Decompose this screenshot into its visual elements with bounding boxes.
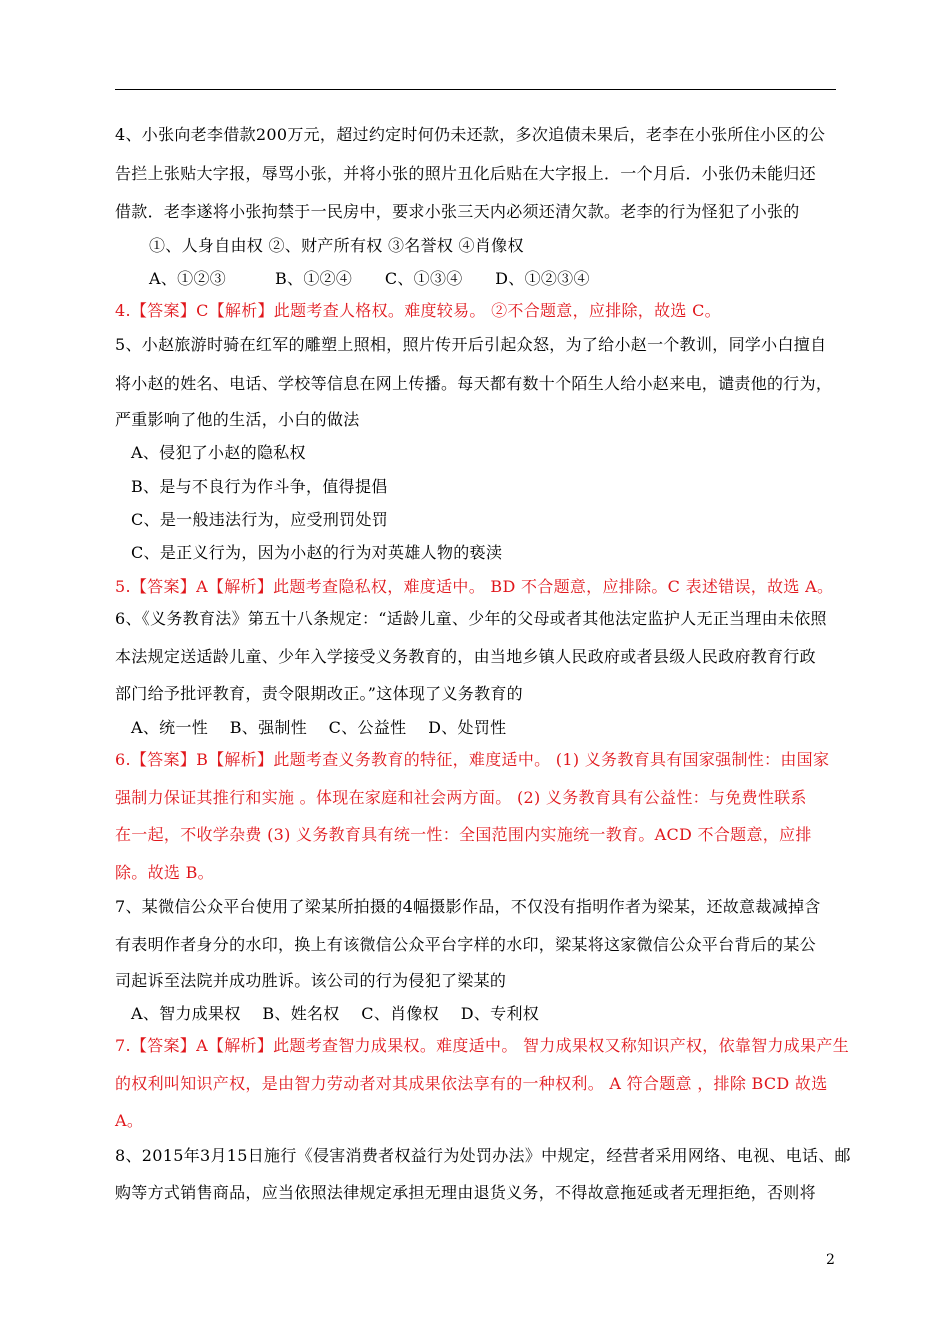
text-line: 7、某微信公众平台使用了梁某所拍摄的4幅摄影作品，不仅没有指明作者为梁某，还故意裁减掉含 xyxy=(115,897,821,916)
text-line: 司起诉至法院并成功胜诉。该公司的行为侵犯了梁某的 xyxy=(115,971,507,990)
text-line: 本法规定送适龄儿童、少年入学接受义务教育的，由当地乡镇人民政府或者县级人民政府教育行政 xyxy=(115,647,816,666)
answer-line: 5.【答案】A【解析】此题考查隐私权，难度适中。 BD 不合题意，应排除。C 表述错误，故选 A。 xyxy=(115,577,834,596)
text-line: ①、人身自由权 ②、财产所有权 ③名誉权 ④肖像权 xyxy=(149,236,524,255)
text-line: 部门给予批评教育，责令限期改正。”这体现了义务教育的 xyxy=(115,684,523,703)
answer-line: 4.【答案】C【解析】此题考查人格权。难度较易。 ②不合题意，应排除，故选 C。 xyxy=(115,301,721,320)
answer-line: 的权利叫知识产权，是由智力劳动者对其成果依法享有的一种权利。 A 符合题意 ，排除 BCD 故选 xyxy=(115,1074,828,1093)
text-line: 告拦上张贴大字报，辱骂小张，并将小张的照片丑化后贴在大字报上．一个月后．小张仍未能归还 xyxy=(115,164,816,183)
answer-line: 强制力保证其推行和实施 。体现在家庭和社会两方面。 (2) 义务教育具有公益性：与免费性联系 xyxy=(115,788,807,807)
text-line: A、①②③ B、①②④ C、①③④ D、①②③④ xyxy=(149,269,590,288)
header-rule xyxy=(115,89,836,90)
text-line: 4、小张向老李借款200万元，超过约定时何仍未还款，多次追债未果后，老李在小张所住小区的公 xyxy=(115,125,826,144)
answer-line: 在一起，不收学杂费 (3) 义务教育具有统一性：全国范围内实施统一教育。ACD 不合题意，应排 xyxy=(115,825,812,844)
text-line: 将小赵的姓名、电话、学校等信息在网上传播。每天都有数十个陌生人给小赵来电，谴责他的行为， xyxy=(115,374,833,393)
text-line: 有表明作者身分的水印，换上有该微信公众平台字样的水印，梁某将这家微信公众平台背后的某公 xyxy=(115,935,816,954)
page-number: 2 xyxy=(826,1252,835,1268)
text-line: 借款．老李遂将小张拘禁于一民房中，要求小张三天内必须还清欠款。老李的行为怪犯了小张的 xyxy=(115,202,800,221)
text-line: 6、《义务教育法》第五十八条规定：“适龄儿童、少年的父母或者其他法定监护人无正当理由未依照 xyxy=(115,609,827,628)
text-line: 购等方式销售商品，应当依照法律规定承担无理由退货义务，不得故意拖延或者无理拒绝，否则将 xyxy=(115,1183,816,1202)
text-line: 8、2015年3月15日施行《侵害消费者权益行为处罚办法》中规定，经营者采用网络、电视、电话、邮 xyxy=(115,1146,851,1165)
answer-line: 7.【答案】A【解析】此题考查智力成果权。难度适中。 智力成果权又称知识产权，依靠智力成果产生 xyxy=(115,1036,850,1055)
text-line: A、统一性 B、强制性 C、公益性 D、处罚性 xyxy=(131,718,507,737)
answer-line: 除。故选 B。 xyxy=(115,863,214,882)
answer-line: A。 xyxy=(115,1111,144,1130)
text-line: B、是与不良行为作斗争，值得提倡 xyxy=(131,477,388,496)
text-line: A、智力成果权 B、姓名权 C、肖像权 D、专利权 xyxy=(131,1004,540,1023)
text-line: A、侵犯了小赵的隐私权 xyxy=(131,443,306,462)
text-line: C、是一般违法行为，应受刑罚处罚 xyxy=(131,510,389,529)
text-line: 严重影响了他的生活，小白的做法 xyxy=(115,410,360,429)
text-line: C、是正义行为，因为小赵的行为对英雄人物的亵渎 xyxy=(131,543,503,562)
text-line: 5、小赵旅游时骑在红军的雕塑上照相，照片传开后引起众怒，为了给小赵一个教训，同学小白擅自 xyxy=(115,335,827,354)
answer-line: 6.【答案】B【解析】此题考查义务教育的特征，难度适中。 (1) 义务教育具有国家强制性：由国家 xyxy=(115,750,830,769)
